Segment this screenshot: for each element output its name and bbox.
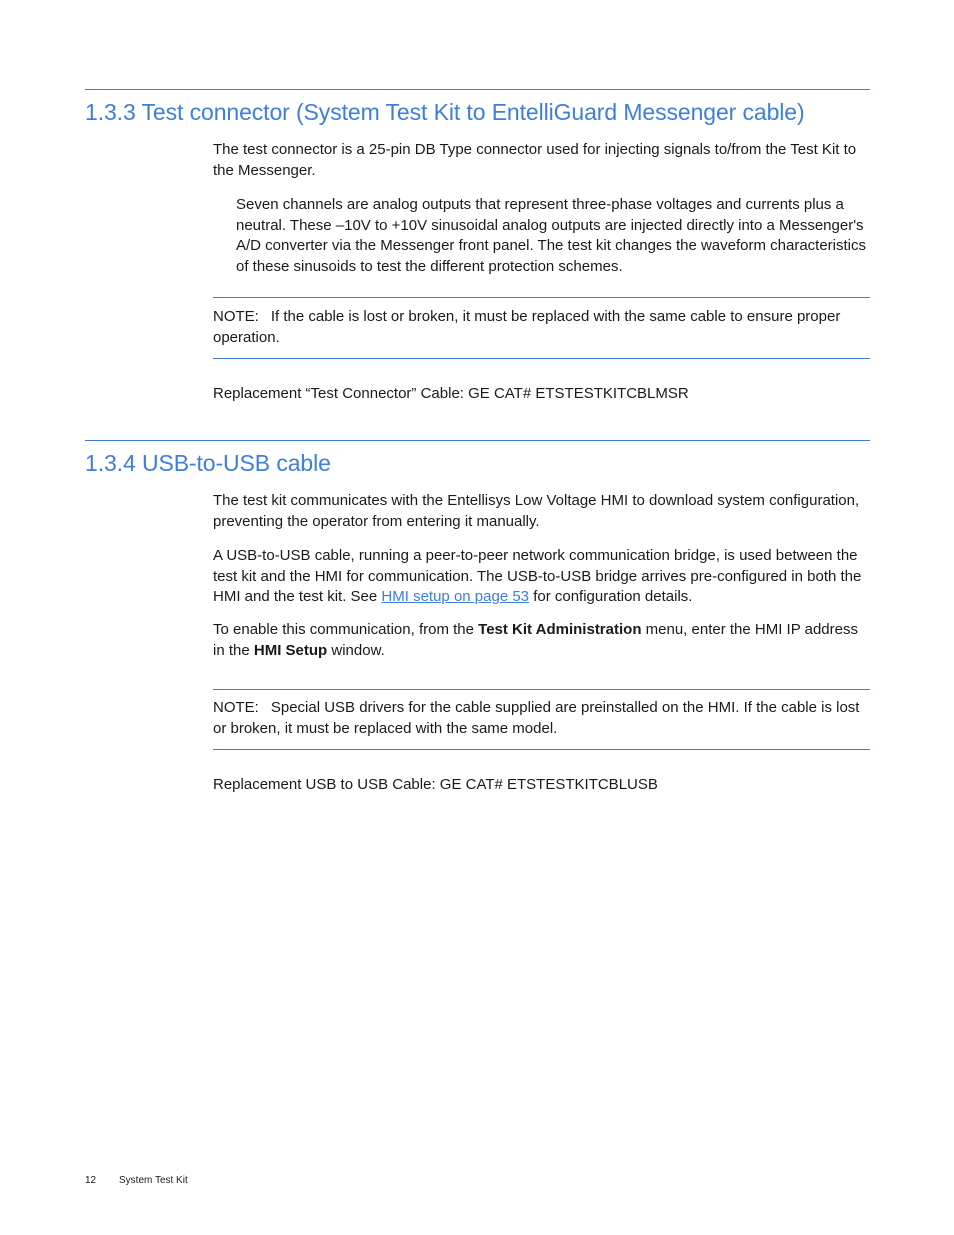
test-connector-intro: The test connector is a 25-pin DB Type connector used for injecting signals to/from the Test Kit to the Messenger. xyxy=(213,141,857,179)
footer-doc-title: System Test Kit xyxy=(119,1175,188,1186)
note-cable-replacement xyxy=(213,307,873,348)
usb-intro-paragraph: The test kit communicates with the Entellisys Low Voltage HMI to download system configuration, preventing the operator from entering it manually. xyxy=(213,492,860,530)
usb-bridge-text: A USB-to-USB cable, running a peer-to-peer network communication bridge, is used between the test kit and the HMI for communication. The USB-to-USB bridge arrives pre-configured in both the HMI and the test kit. See xyxy=(213,547,862,605)
note-top-rule xyxy=(213,297,870,298)
window-name-hmi-setup: HMI Setup xyxy=(253,641,328,659)
note-text: If the cable is lost or broken, it must be replaced with the same cable to ensure proper operation. xyxy=(213,308,841,346)
analog-channels-paragraph: Seven channels are analog outputs that represent three-phase voltages and currents plus a neutral. These –10V to +10V sinusoidal analog outputs are injected directly into a Messenger's A/D converter via the Messenger front panel. The test kit changes the waveform characteristics of these sinusoids to test the different protection schemes. xyxy=(236,196,867,275)
note-label: NOTE: xyxy=(213,699,259,716)
usb-bridge-paragraph xyxy=(213,546,873,608)
section-heading-test-connector: 1.3.3 Test connector (System Test Kit to EntelliGuard Messenger cable) xyxy=(85,99,805,125)
hmi-setup-link[interactable]: HMI setup on page 53 xyxy=(381,588,530,605)
enable-communication-paragraph xyxy=(213,620,873,661)
enable-text: window. xyxy=(327,641,385,659)
enable-text: To enable this communication, from the xyxy=(213,621,479,638)
note-bottom-rule xyxy=(213,749,870,750)
usb-bridge-text-end: for configuration details. xyxy=(529,588,693,605)
replacement-usb-cable: Replacement USB to USB Cable: GE CAT# ETSTESTKITCBLUSB xyxy=(213,776,658,793)
note-bottom-rule xyxy=(213,358,870,359)
menu-name-test-kit-administration: Test Kit Administration xyxy=(478,621,642,638)
note-label: NOTE: xyxy=(213,308,259,325)
section-divider xyxy=(85,89,870,90)
enable-text: menu, enter the HMI IP address in the xyxy=(213,621,858,659)
page-number: 12 xyxy=(85,1175,97,1186)
note-text: Special USB drivers for the cable supplied are preinstalled on the HMI. If the cable is lost or broken, it must be replaced with the same model. xyxy=(213,699,860,737)
replacement-test-connector: Replacement “Test Connector” Cable: GE CAT# ETSTESTKITCBLMSR xyxy=(213,385,689,402)
section-divider xyxy=(85,440,870,441)
note-top-rule xyxy=(213,689,870,690)
section-heading-usb-cable: 1.3.4 USB-to-USB cable xyxy=(85,450,331,476)
note-usb-drivers xyxy=(213,698,873,739)
